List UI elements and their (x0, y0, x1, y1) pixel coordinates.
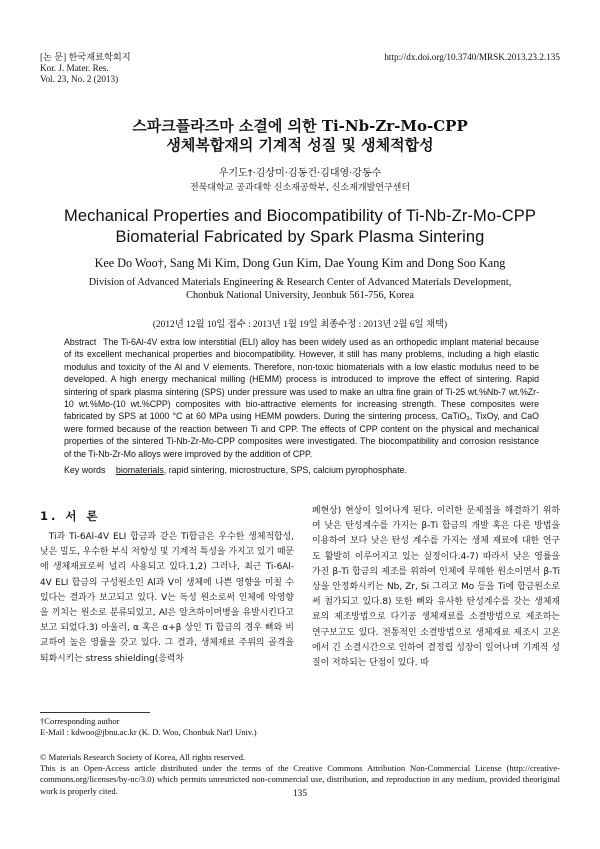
doi-link[interactable]: http://dx.doi.org/10.3740/MRSK.2013.23.2.135 (384, 52, 560, 62)
body-column-left: Ti과 Ti-6Al-4V ELI 합금과 같은 Ti합금은 우수한 생체적합성, 낮은 밀도, 우수한 부식 저항성 및 기계적 특성을 가지고 있기 때문에 생체재료로써 널리 사용되고 있다.1,2) 그러나, 최근 Ti-6Al-4V ELI 합금의 구성원소인 Al과 V이 생체에 나쁜 영향을 미칠 수 있다는 결과가 보고되고 있다. V는 독성 원소로써 인체에 악영향을 끼치는 원소로 분류되었고, Al은 알츠하이머병을 유발시킨다고 보고 되었다.3) 아울러, α 혹은 α+β 상인 Ti 합금의 경우 뼈와 비교하여 높은 영률을 갖고 있다. 그 결과, 생체재료 주위의 골격을 퇴화시키는 stress shielding(응력차 (40, 532, 294, 664)
keyword-first: biomaterials (115, 465, 164, 475)
abstract-label: Abstract (64, 337, 97, 347)
journal-abbrev: Kor. J. Mater. Res. (40, 63, 109, 73)
abstract (64, 336, 539, 460)
corresponding-author-note (40, 716, 560, 738)
journal-volume: Vol. 23, No. 2 (2013) (40, 74, 119, 84)
author-email[interactable]: E-Mail : kdwoo@jbnu.ac.kr (K. D. Woo, Chonbuk Nat'l Univ.) (40, 727, 257, 738)
english-title-line2: Biomaterial Fabricated by Spark Plasma Sintering (115, 228, 485, 246)
korean-title-line2: 생체복합재의 기계적 성질 및 생체적합성 (166, 136, 434, 154)
section-heading: 1. 서 론 (40, 509, 101, 523)
license-text: This is an Open-Access article distributed under the terms of the Creative Commons Attribution Non-Commercial License (http://creative-commons.org/licenses/by-nc/3.0) which permits unrestricted non-commercial use, distribution, and reproduction in any medium, provided theoriginal work is properly cited. (40, 763, 560, 796)
abstract-text: The Ti-6Al-4V extra low interstitial (ELI) alloy has been widely used as an orthopedic implant material because of its excellent mechanical properties and biocompatibility. However, it still has many problems, including a high elastic modulus and toxicity of the Al and V elements. Therefore, non-toxic biomaterials with a low elastic modulus need to be developed. A high energy mechanical milling (HEMM) process is introduced to improve the effect of sintering. Rapid sintering of spark plasma sintering (SPS) under pressure was used to make an ultra fine grain of Ti-25 wt.%Nb-7 wt.%Zr-10 wt.%Mo-(10 wt.%CPP) composites with bio-attractive elements for increasing strength. These composites were fabricated by SPS at 1000 °C at 60 MPa using HEMM powders. During the sintering process, CaTiO₃, TixOy, and CaO were formed because of the reaction between Ti and CPP. The effects of CPP content on the physical and mechanical properties of the sintered Ti-Nb-Zr-Mo-CPP composites were investigated. The biocompatibility and corrosion resistance of the Ti-Nb-Zr-Mo alloys were improved by the addition of CPP. (64, 337, 539, 459)
journal-korean-name: [논 문] 한국재료학회지 (40, 52, 131, 62)
korean-title (0, 117, 600, 155)
submission-dates: (2012년 12월 10일 접수 : 2013년 1월 19일 최종수정 : 2013년 2월 6일 채택) (152, 320, 448, 330)
body-column-right: 폐현상) 현상이 일어나게 된다. 이러한 문제점을 해결하기 위하여 낮은 탄성계수를 가지는 β-Ti 합금의 개발 혹은 다른 방법을 이용하여 보다 낮은 탄성 계수를 가지는 생체 재료에 대한 연구도 활발히 이루어지고 있는 실정이다.4-7) 따라서 낮은 영률을 가진 β-Ti 합금의 제조를 위하여 인체에 무해한 원소이면서 β-Ti 상을 안정화시키는 Nb, Zr, Si 그리고 Mo 등을 Ti에 합금원소로써 첨가되고 있다.8) 또한 뼈와 유사한 탄성계수를 갖는 생체재료의 제조방법으로 다기공 생체재료를 소결방법으로 제조하는 연구보고도 있다. 전통적인 소결방법으로 생체재료 제조시 고온에서 긴 소결시간으로 인하여 결정립 성장이 일어나며 기계적 성질이 저하되는 단점이 있다. 따 (312, 506, 560, 669)
footnote-divider (40, 712, 150, 713)
korean-title-line1: 스파크플라즈마 소결에 의한 Ti-Nb-Zr-Mo-CPP (132, 117, 468, 135)
copyright-line: © Materials Research Society of Korea, All rights reserved. (40, 752, 246, 762)
english-authors: Kee Do Woo†, Sang Mi Kim, Dong Gun Kim, Dae Young Kim and Dong Soo Kang (94, 256, 506, 270)
english-title (0, 206, 600, 248)
keywords-label: Key words (64, 465, 106, 475)
english-affiliation (0, 276, 600, 302)
journal-header (40, 52, 131, 85)
korean-authors: 우기도†·김상미·김동건·김대영·강동수 (218, 168, 382, 179)
corresponding-label: †Corresponding author (40, 716, 120, 726)
page-number: 135 (292, 789, 308, 799)
english-title-line1: Mechanical Properties and Biocompatibility of Ti-Nb-Zr-Mo-CPP (64, 207, 536, 225)
keywords (64, 465, 539, 475)
keywords-rest: , rapid sintering, microstructure, SPS, calcium pyrophosphate. (163, 465, 407, 475)
affiliation-line2: Chonbuk National University, Jeonbuk 561-756, Korea (186, 290, 414, 301)
korean-affiliation: 전북대학교 공과대학 신소재공학부, 신소재개발연구센터 (189, 183, 411, 193)
affiliation-line1: Division of Advanced Materials Engineering & Research Center of Advanced Materials Development, (88, 277, 512, 288)
